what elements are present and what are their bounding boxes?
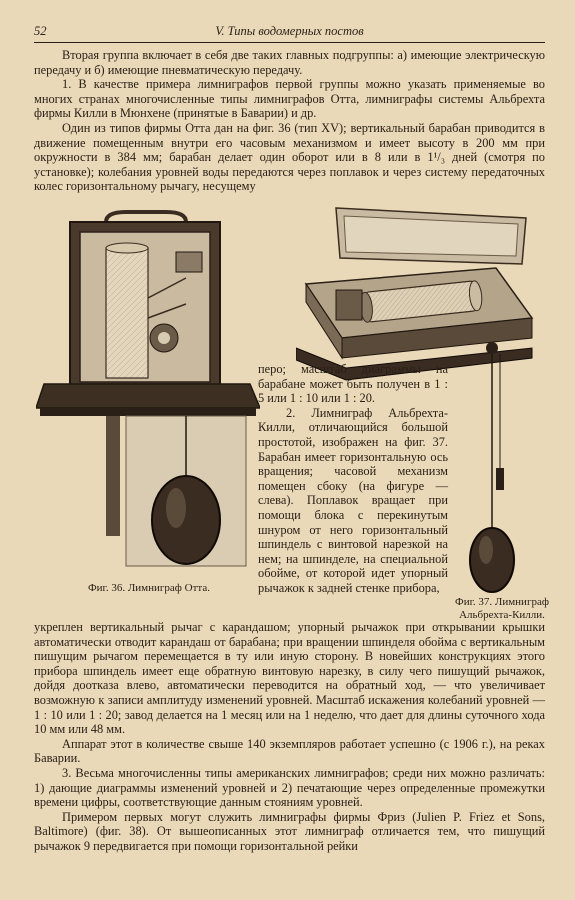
paragraph: Один из типов фирмы Отта дан на фиг. 36 (тип XV); вертикальный барабан приводится в движение помещенным внутри его часовым механизмом и имеет высоту в 200 мм при окружности в 384 мм; барабан делает один оборот или в 8 или в 1¹/₃ дней (смотря по установке); колебания уровней воды передаются через поплавок и через систему передаточных колес горизонтальному рычагу, несущему <box>34 120 545 194</box>
bottom-text-block <box>34 620 545 854</box>
paragraph: 1. В качестве примера лимниграфов первой группы можно указать применяемые во многих странах многочисленные типы лимниграфов Отта, лимниграфы системы Альбрехта фирмы Килли в Мюнхене (принятые в Баварии) и др. <box>34 77 545 121</box>
paragraph: 2. Лимниграф Альбрехта-Килли, отличающийся большой простотой, изображен на фиг. 37. Барабан имеет горизонтальную ось вращения; часовой механизм помещен сбоку (на фигуре — слева). Поплавок вращает при помощи блока с перекинутым шнуром от него горизонтальный шпиндель с винтовой нарезкой на нем; на шпинделе, на специальной обойме, от которой идет упорный рычажок к задней стенке прибора, <box>258 405 448 595</box>
paragraph: перо; масштаб диаграммы на барабане может быть получен в 1 : 5 или 1 : 10 или 1 : 20. <box>258 362 448 406</box>
middle-column-text <box>258 362 448 596</box>
page-number: 52 <box>34 24 47 38</box>
fig36-ott-limnigraph-illustration <box>36 208 260 568</box>
paragraph: Примером первых могут служить лимниграфы фирмы Фриз (Julien P. Friez et Sons, Baltimore) (фиг. 38). От вышеописанных этот лимниграф отличается тем, что пишущий рычажок 9 передвигается при помощи горизонтальной рейки <box>34 809 545 853</box>
running-header <box>34 22 545 43</box>
paragraph: Вторая группа включает в себя две таких главных подгруппы: а) имеющие электрическую передачу и б) имеющие пневматическую передачу. <box>34 48 545 77</box>
top-text-block <box>34 48 545 194</box>
paragraph: Аппарат этот в количестве свыше 140 экземпляров работает успешно (с 1906 г.), на реках Баварии. <box>34 736 545 766</box>
paragraph: укреплен вертикальный рычаг с карандашом; упорный рычажок при открывании крышки автоматически отводит карандаш от барабана; при вращении шпинделя обойма с вертикальным пишущим рычагом перемещается в ту или иную сторону. В новейших конструкциях этого прибора шпиндель имеет еще обратную винтовую нарезку, в силу чего пишущий рычажок, дойдя доотказа влево, автоматически переводится на обратный ход, — что увеличивает возможную к записи амплитуду изменений уровней. Масштаб искажения колебаний уровней — 1 : 10 или 1 : 20; завод делается на 1 месяц или на 1 неделю, что дает для длины суточного хода 10 мм или 48 мм. <box>34 620 545 737</box>
chapter-title: V. Типы водомерных постов <box>215 24 364 38</box>
fig36-caption: Фиг. 36. Лимниграф Отта. <box>87 582 211 594</box>
fig37-caption: Фиг. 37. Лимниграф Альбрехта-Килли. <box>455 596 549 621</box>
paragraph: 3. Весьма многочисленны типы американских лимниграфов; среди них можно различать: 1) дающие диаграммы изменений уровней и 2) печатающие через определенные промежутки времени цифры, соответствующие данным стояниям уровней. <box>34 765 545 810</box>
